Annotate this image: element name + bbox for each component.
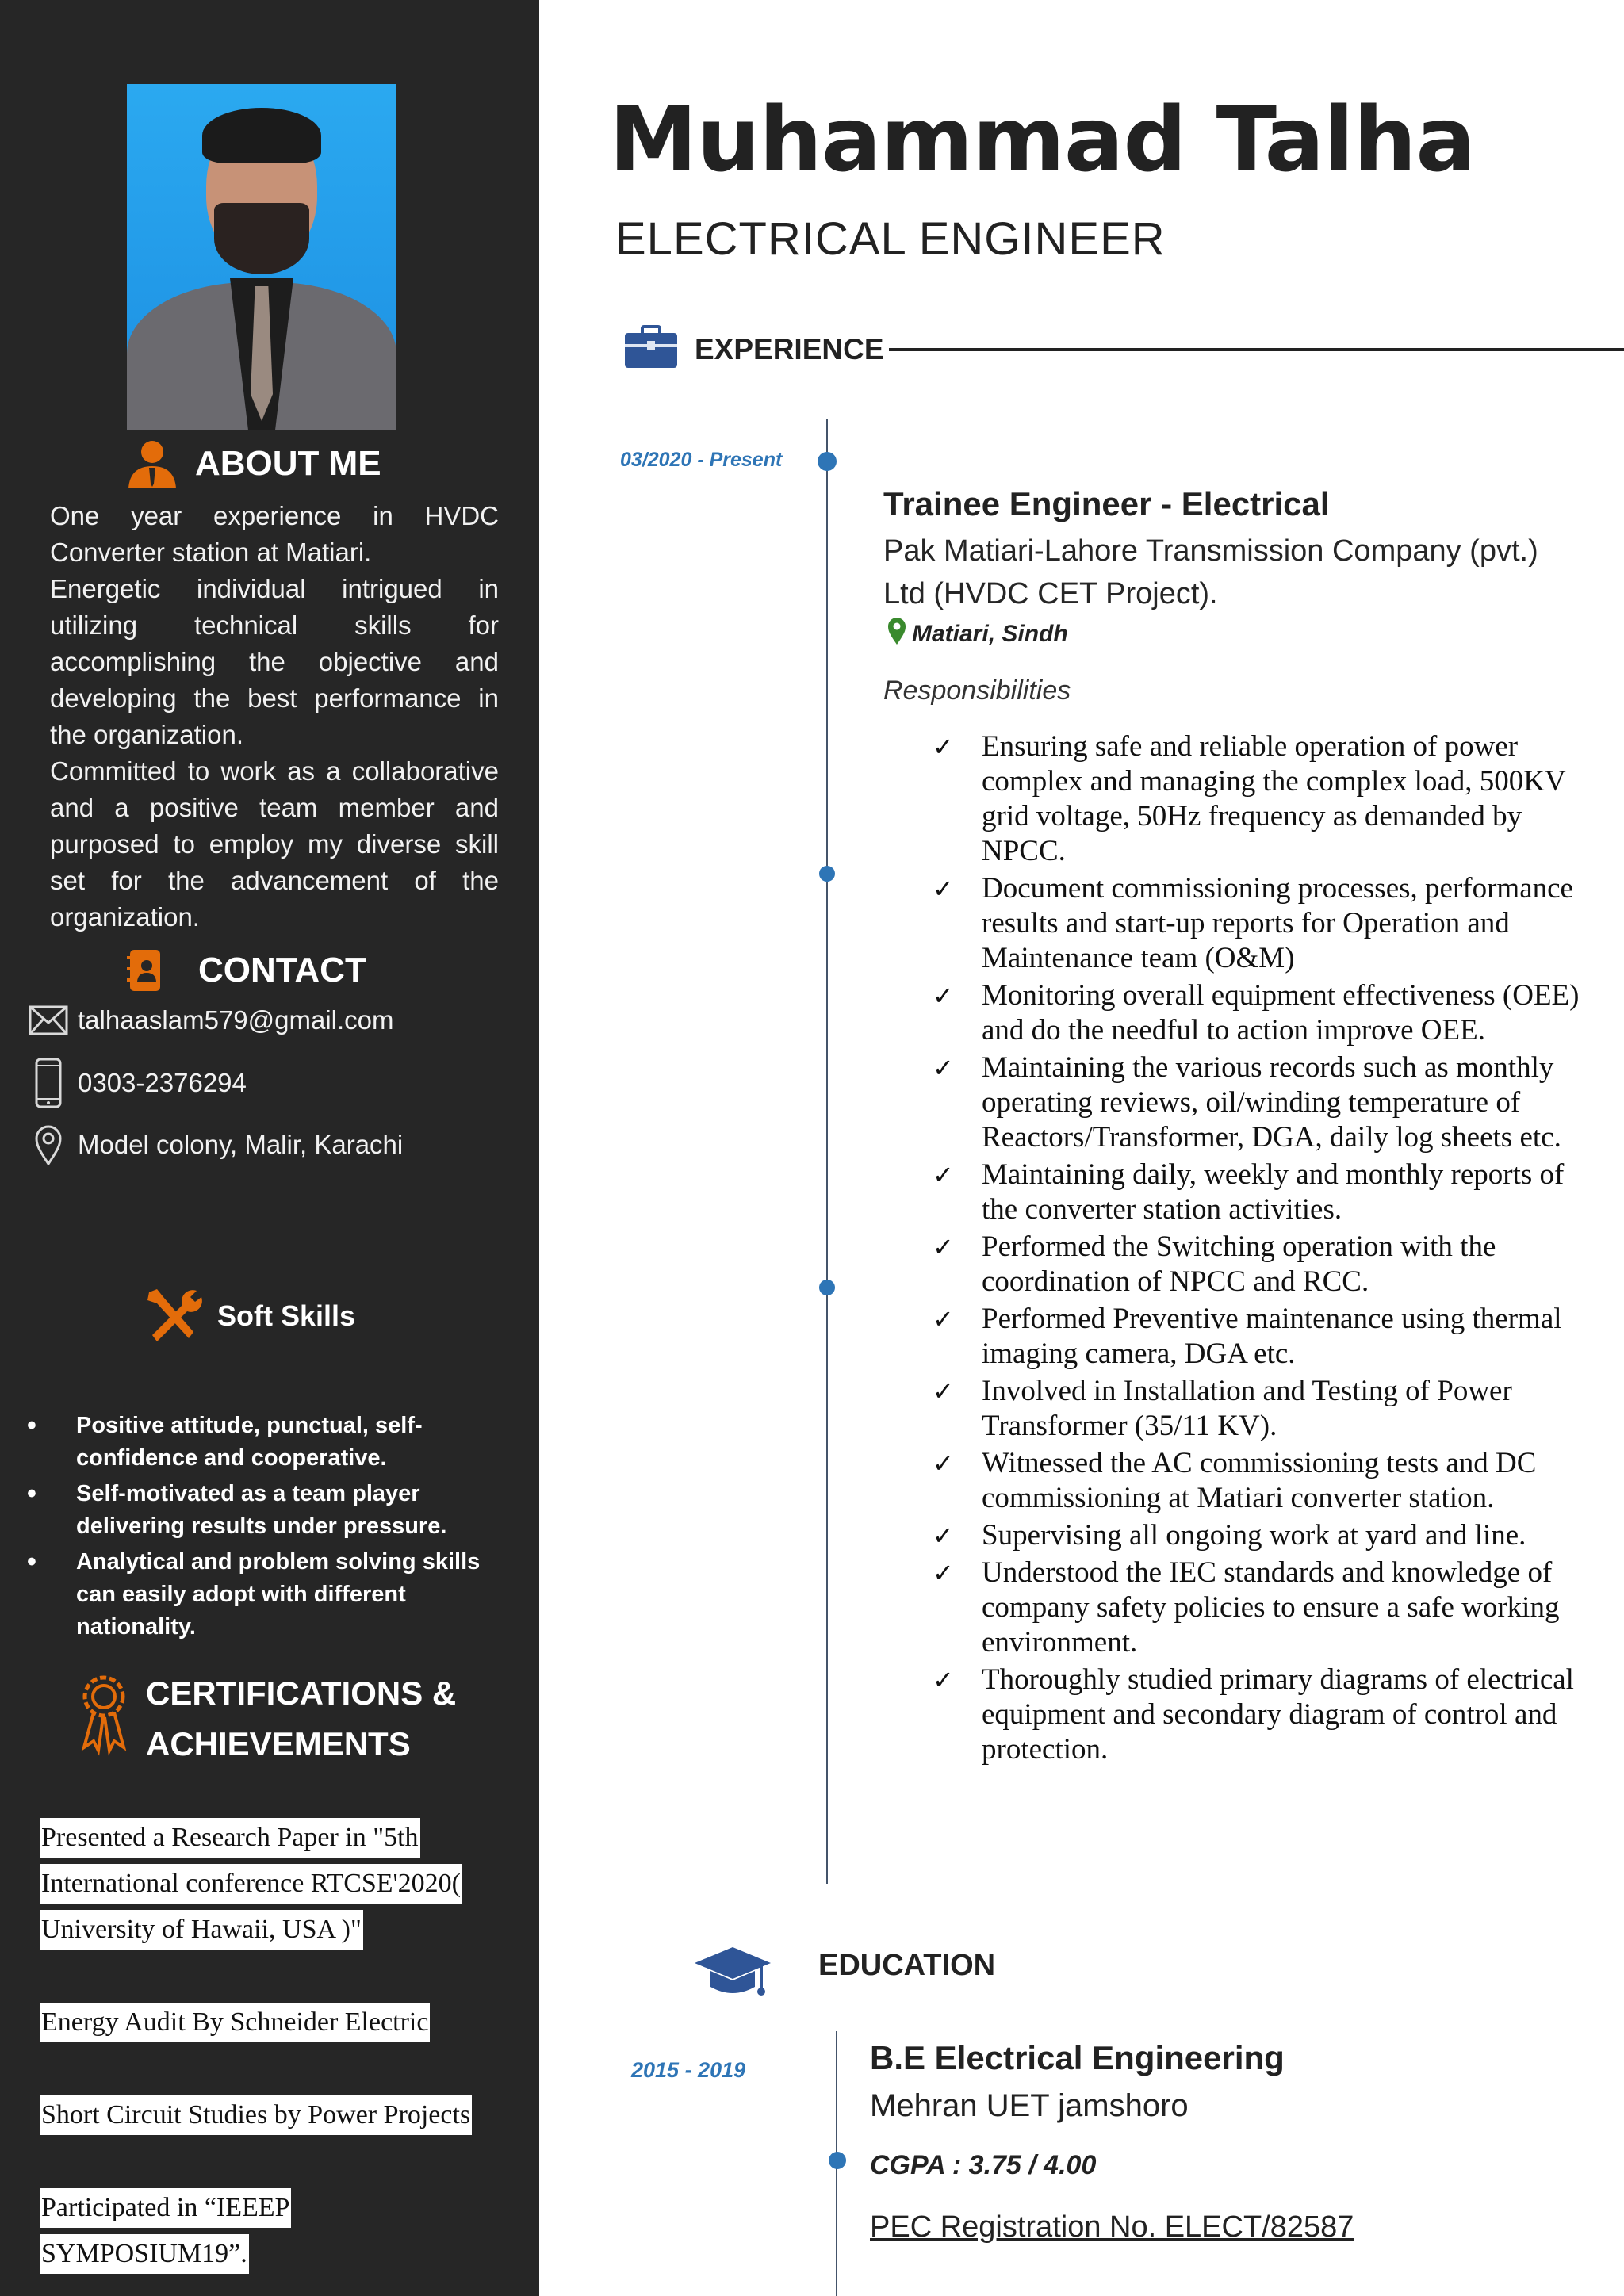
responsibilities-list [933, 729, 1607, 1770]
experience-heading: EXPERIENCE [623, 325, 1624, 374]
list-item: • Analytical and problem solving skills can easily adopt with different nationality. [27, 1546, 503, 1644]
address-text: Model colony, Malir, Karachi [78, 1130, 404, 1159]
education-heading: EDUCATION [693, 1942, 772, 2003]
pec-registration: PEC Registration No. ELECT/82587 [870, 2210, 1354, 2244]
award-ribbon-icon [76, 1671, 132, 1760]
list-item: • Self-motivated as a team player delivering results under pressure. [27, 1478, 503, 1543]
briefcase-icon [623, 325, 679, 374]
cgpa-value: CGPA : 3.75 / 4.00 [870, 2150, 1097, 2180]
list-item: • Positive attitude, punctual, self-confidence and cooperative. [27, 1410, 503, 1475]
cert-line: International conference RTCSE'2020( [40, 1864, 462, 1904]
responsibilities-label: Responsibilities [883, 675, 1071, 706]
contact-book-icon [127, 948, 163, 993]
timeline-dot [818, 452, 837, 471]
degree-title: B.E Electrical Engineering [870, 2039, 1285, 2076]
contact-email[interactable] [27, 1005, 394, 1035]
graduation-cap-icon [693, 1942, 772, 2003]
list-item: ✓ Monitoring overall equipment effectiveness (OEE) and do the needful to action improve OEE. [933, 979, 1580, 1047]
email-text: talhaaslam579@gmail.com [78, 1005, 394, 1035]
candidate-name: Muhammad Talha [609, 89, 1475, 192]
check-icon: ✓ [933, 981, 954, 1011]
cert-line: Energy Audit By Schneider Electric [40, 2003, 430, 2042]
contact-phone[interactable] [27, 1058, 247, 1108]
check-icon: ✓ [933, 1160, 954, 1190]
location-pin-icon [887, 617, 907, 652]
check-icon: ✓ [933, 1558, 954, 1588]
company-name: Pak Matiari-Lahore Transmission Company (pvt.) Ltd (HVDC CET Project). [883, 534, 1538, 610]
check-icon: ✓ [933, 1232, 954, 1262]
about-paragraph: One year experience in HVDC Converter station at Matiari. [50, 501, 499, 567]
list-item: ✓ Understood the IEC standards and knowledge of company safety policies to ensure a safe working environment. [933, 1556, 1560, 1659]
education-date: 2015 - 2019 [631, 2058, 746, 2082]
list-item: ✓ Supervising all ongoing work at yard and line. [933, 1519, 1526, 1552]
certifications-heading: CERTIFICATIONS & ACHIEVEMENTS [76, 1671, 456, 1770]
list-item: ✓ Involved in Installation and Testing of Power Transformer (35/11 KV). [933, 1375, 1512, 1442]
cert-line: University of Hawaii, USA )" [40, 1910, 363, 1950]
about-heading: ABOUT ME [124, 438, 381, 490]
list-item: ✓ Thoroughly studied primary diagrams of electrical equipment and secondary diagram of control and protection. [933, 1663, 1574, 1766]
check-icon: ✓ [933, 732, 954, 762]
heading-rule [889, 348, 1624, 351]
phone-icon [27, 1058, 70, 1108]
check-icon: ✓ [933, 1304, 954, 1334]
cert-line: SYMPOSIUM19”. [40, 2234, 249, 2274]
cert-line: Short Circuit Studies by Power Projects [40, 2095, 472, 2135]
sidebar [0, 0, 539, 2296]
list-item: ✓ Ensuring safe and reliable operation of power complex and managing the complex load, 500KV grid voltage, 50Hz frequency as demanded by NPCC. [933, 730, 1566, 867]
timeline-dot [819, 866, 835, 882]
profile-photo [127, 84, 396, 430]
envelope-icon [27, 1005, 70, 1035]
cert-line: Presented a Research Paper in "5th [40, 1818, 420, 1858]
experience-timeline [826, 419, 828, 1884]
check-icon: ✓ [933, 1521, 954, 1551]
list-item: ✓ Document commissioning processes, performance results and start-up reports for Operation and Maintenance team (O&M) [933, 872, 1573, 974]
check-icon: ✓ [933, 874, 954, 904]
location-pin-icon [27, 1124, 70, 1165]
job-role: ELECTRICAL ENGINEER [615, 213, 1166, 265]
timeline-dot [819, 1280, 835, 1295]
list-item: ✓ Maintaining the various records such as monthly operating reviews, oil/winding temperature of Reactors/Transformer, DGA, daily log sheets etc. [933, 1051, 1561, 1154]
about-paragraph: Committed to work as a collaborative and a positive team member and purposed to employ my diverse skill set for the advancement of the organization. [50, 756, 499, 932]
list-item: ✓ Performed the Switching operation with the coordination of NPCC and RCC. [933, 1230, 1496, 1298]
check-icon: ✓ [933, 1448, 954, 1479]
list-item: ✓ Witnessed the AC commissioning tests and DC commissioning at Matiari converter station. [933, 1447, 1537, 1514]
phone-text: 0303-2376294 [78, 1068, 247, 1097]
job-title: Trainee Engineer - Electrical [883, 485, 1330, 522]
list-item: ✓ Maintaining daily, weekly and monthly reports of the converter station activities. [933, 1158, 1565, 1226]
list-item: ✓ Performed Preventive maintenance using thermal imaging camera, DGA etc. [933, 1303, 1562, 1370]
contact-heading: CONTACT [127, 948, 366, 993]
soft-skills-heading: Soft Skills [141, 1286, 355, 1346]
about-paragraph: Energetic individual intrigued in utilizing technical skills for accomplishing the objective and developing the best performance in the organization. [50, 574, 499, 749]
cert-line: Participated in “IEEEP [40, 2188, 291, 2228]
contact-address [27, 1124, 403, 1165]
person-icon [124, 438, 181, 490]
about-text [50, 498, 499, 936]
timeline-dot [829, 2152, 846, 2169]
check-icon: ✓ [933, 1376, 954, 1406]
check-icon: ✓ [933, 1053, 954, 1083]
job-location: Matiari, Sindh [887, 617, 1068, 652]
experience-date: 03/2020 - Present [620, 449, 783, 471]
university-name: Mehran UET jamshoro [870, 2088, 1189, 2123]
check-icon: ✓ [933, 1665, 954, 1695]
soft-skills-list [27, 1410, 503, 1647]
tools-icon [141, 1286, 205, 1346]
